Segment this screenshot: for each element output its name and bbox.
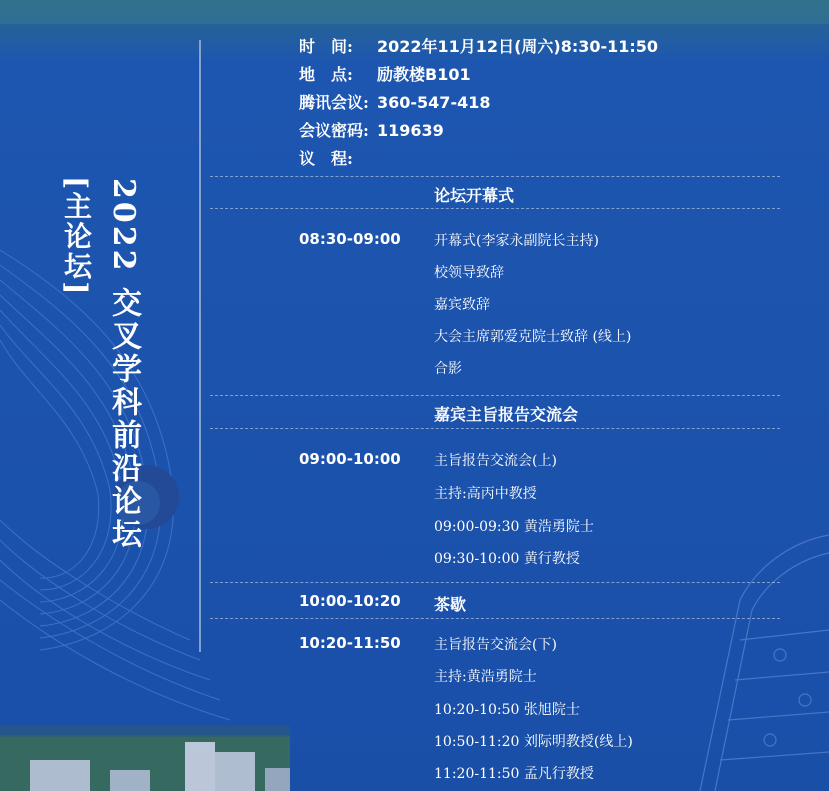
info-agenda: [299, 146, 377, 169]
divider: [210, 618, 780, 619]
agenda-item: 10:20-10:50 张旭院士: [434, 702, 580, 718]
divider-line: [199, 40, 201, 652]
agenda-item: 开幕式(李家永副院长主持): [434, 233, 599, 249]
divider: [210, 428, 780, 429]
forum-title: 2022 交叉学科前沿论坛: [106, 178, 141, 551]
info-label: 时 间:: [299, 37, 353, 56]
time-slot: 10:20-11:50: [299, 634, 401, 652]
agenda-item: 10:50-11:20 刘际明教授(线上): [434, 734, 633, 750]
info-location: [299, 62, 471, 85]
agenda-item: 校领导致辞: [434, 265, 504, 281]
divider: [210, 176, 780, 177]
info-meeting-id: [299, 90, 490, 113]
forum-subtitle: [主论坛]: [60, 176, 93, 297]
section-title-break: 茶歇: [434, 595, 467, 614]
agenda-item: 09:30-10:00 黄行教授: [434, 551, 580, 567]
info-label: 议 程:: [299, 149, 353, 168]
divider: [210, 395, 780, 396]
time-slot: 08:30-09:00: [299, 230, 401, 248]
agenda-item: 主旨报告交流会(上): [434, 453, 557, 469]
info-value: 2022年11月12日(周六)8:30-11:50: [377, 37, 659, 56]
info-time: [299, 34, 658, 57]
info-label: 地 点:: [299, 65, 353, 84]
info-value: 119639: [377, 121, 444, 140]
time-slot: 10:00-10:20: [299, 592, 401, 610]
info-password: [299, 118, 444, 141]
info-value: 励教楼B101: [377, 65, 471, 84]
agenda-item: 嘉宾致辞: [434, 297, 490, 313]
agenda-item: 主旨报告交流会(下): [434, 637, 557, 653]
agenda-item: 合影: [434, 361, 462, 377]
info-label: 会议密码:: [299, 121, 369, 140]
divider: [210, 582, 780, 583]
time-slot: 09:00-10:00: [299, 450, 401, 468]
agenda-item: 主持:高丙中教授: [434, 486, 537, 502]
agenda-item: 11:20-11:50 孟凡行教授: [434, 766, 594, 782]
info-value: 360-547-418: [377, 93, 491, 112]
section-title-keynote: 嘉宾主旨报告交流会: [434, 405, 579, 424]
agenda-item: 大会主席郭爱克院士致辞 (线上): [434, 329, 632, 345]
info-label: 腾讯会议:: [299, 93, 369, 112]
divider: [210, 208, 780, 209]
agenda-item: 主持:黄浩勇院士: [434, 669, 537, 685]
section-title-opening: 论坛开幕式: [434, 186, 515, 205]
agenda-item: 09:00-09:30 黄浩勇院士: [434, 519, 594, 535]
